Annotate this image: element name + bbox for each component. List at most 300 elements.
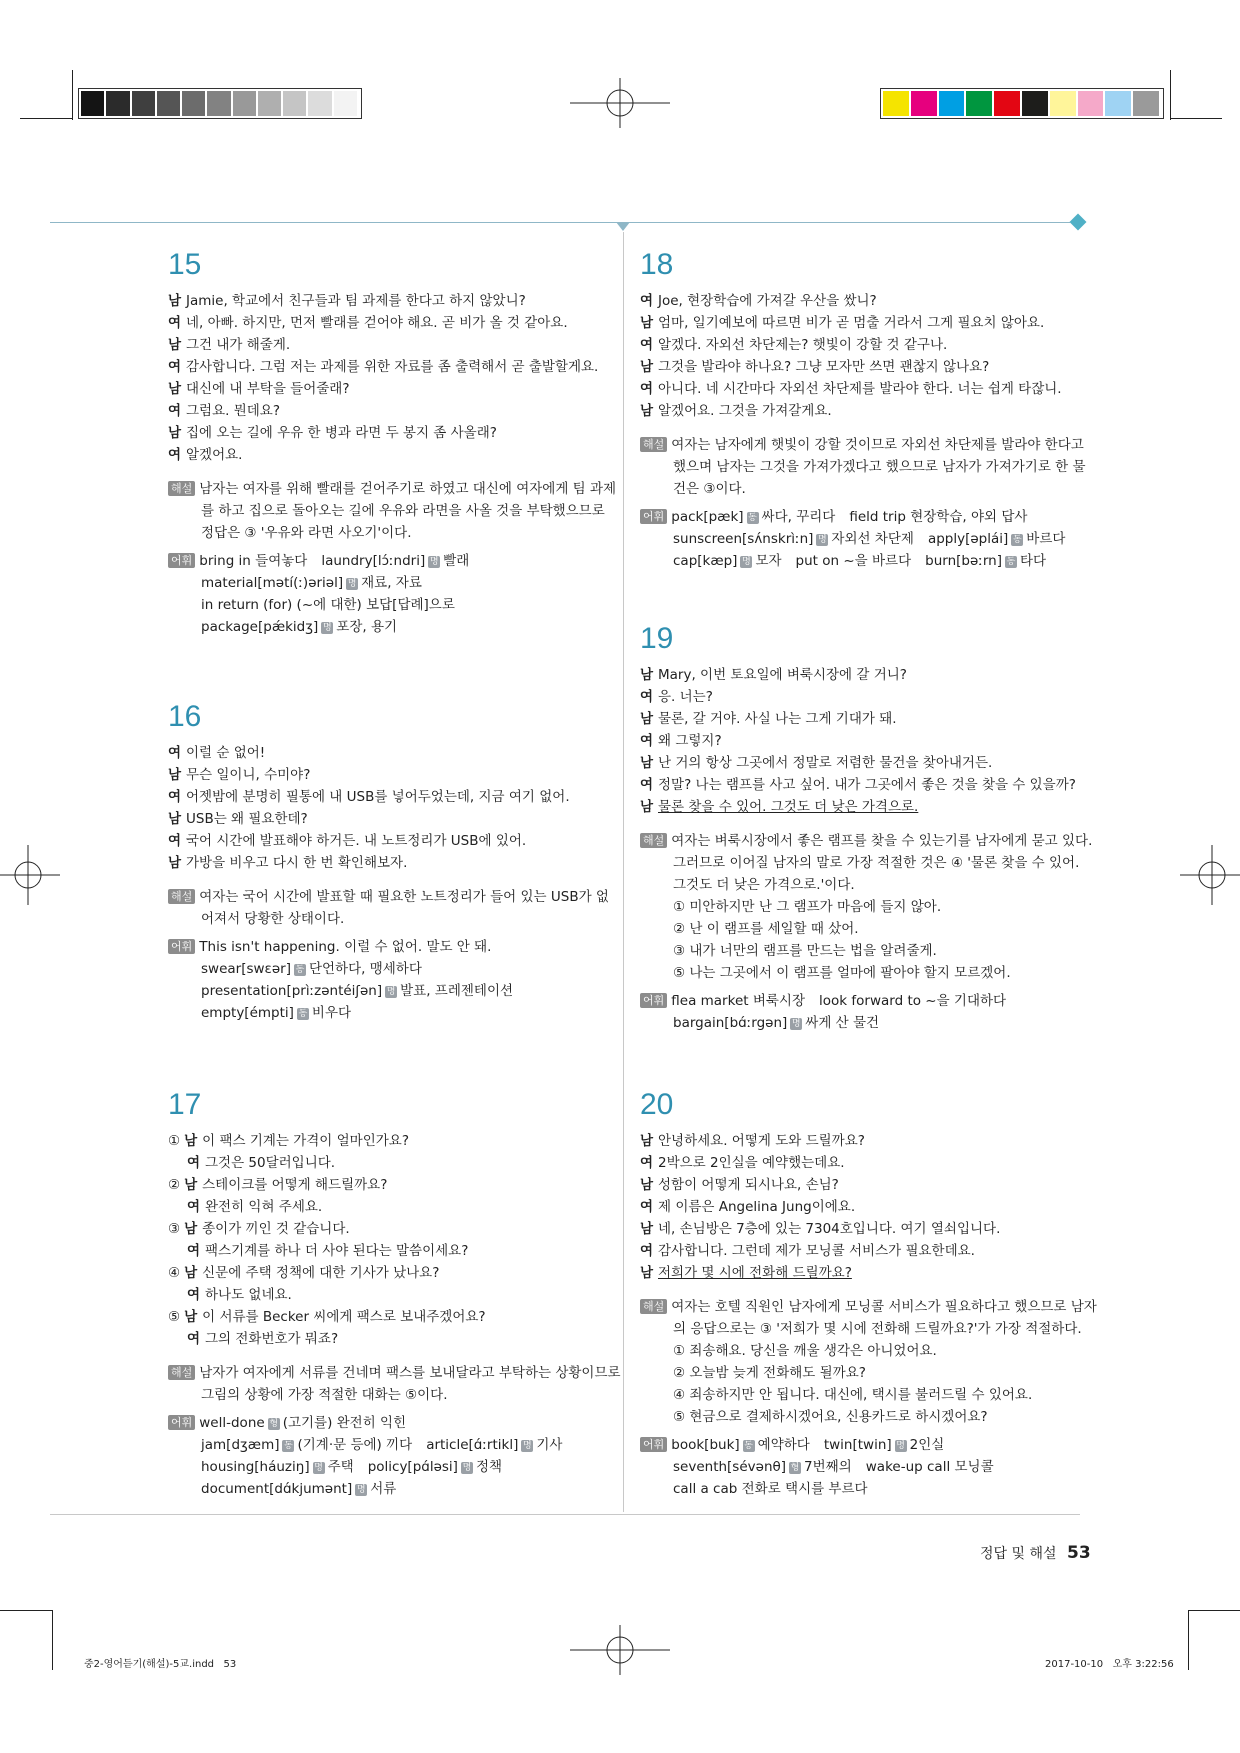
vocabulary [640,990,1090,1034]
dialog-line [640,796,1090,818]
dialog-line [640,400,1090,422]
vocab-tag: 어휘 [168,553,195,568]
speaker-label: 남 [184,1221,198,1237]
vocab-meaning: 자외선 차단제 [831,531,914,547]
vocab-meaning: 포장, 용기 [336,619,398,635]
speaker-label: 남 [640,1221,654,1237]
vocab-word: sunscreen[sʌ́nskrìːn] [673,531,814,547]
speaker-label: 여 [640,293,654,309]
dialog-line [168,1240,613,1262]
explanation-line [640,456,1090,478]
part-of-speech-badge: 명 [347,579,357,589]
dialog-text: 난 거의 항상 그곳에서 정말로 저렴한 물건을 찾아내거든. [658,755,993,771]
explanation-text: 했으며 남자는 그것을 가져가겠다고 했으므로 남자가 가져가기로 한 물 [673,459,1086,475]
speaker-label: 여 [168,789,182,805]
dialog-line [168,1130,613,1152]
color-swatch [233,91,256,116]
speaker-label: 남 [640,667,654,683]
dialog-line [168,1196,613,1218]
dialog-line [168,422,613,444]
dialog-line [640,752,1090,774]
vocab-word: swear[swɛər] [201,961,291,977]
speaker-label: 여 [187,1331,201,1347]
speaker-label: 남 [168,381,182,397]
page-number: 53 [1066,1543,1091,1563]
vocab-tag: 어휘 [640,1437,667,1452]
explanation-text: 그림의 상황에 가장 적절한 대화는 ⑤이다. [201,1387,448,1403]
vocab-word: policy[pɑ́ləsi] [367,1459,458,1475]
vocab-word: put on ~을 바르다 [795,553,912,569]
vocab-line [168,594,613,616]
speaker-label: 여 [640,733,654,749]
dialog-text: 이럴 순 없어! [186,745,266,761]
registration-mark [570,78,670,128]
dialog-line [168,786,613,808]
dialog-text: USB는 왜 필요한데? [186,811,308,827]
dialog-text: 2박으로 2인실을 예약했는데요. [658,1155,845,1171]
explanation-text: 의 응답으로는 ③ '저희가 몇 시에 전화해 드릴까요?'가 가장 적절하다. [673,1321,1082,1337]
dialog-text: 네, 손님방은 7층에 있는 7304호입니다. 여기 열쇠입니다. [658,1221,1001,1237]
color-swatch [81,91,104,116]
vocab-meaning: 싸다, 꾸리다 [761,509,836,525]
vocab-line [640,528,1090,550]
dialog-text: 팩스기계를 하나 더 사야 된다는 말씀이세요? [205,1243,469,1259]
explanation-line [168,886,613,908]
triangle-ornament [616,222,630,232]
dialog-text: 무슨 일이니, 수미야? [186,767,311,783]
dialog-line [640,1218,1090,1240]
choice-number: ④ [168,1265,181,1281]
part-of-speech-badge: 명 [742,557,751,567]
vocab-line [168,572,613,594]
vocab-word: book[buk] [671,1437,740,1453]
choice-line [640,1406,1090,1428]
vocab-line [168,958,613,980]
dialog-text: 물론, 갈 거야. 사실 나는 그게 기대가 돼. [658,711,897,727]
vocab-word: wake-up call 모닝콜 [865,1459,994,1475]
explanation-text: 여자는 국어 시간에 발표할 때 필요한 노트정리가 들어 있는 USB가 없 [199,889,609,905]
dialog-line [168,400,613,422]
crop-mark [1188,1610,1240,1611]
dialog-text: 어젯밤에 분명히 필통에 내 USB를 넣어두었는데, 지금 여기 없어. [186,789,570,805]
vocab-word: apply[əplái] [927,531,1009,547]
grayscale-bar [78,88,362,119]
color-swatch [334,91,357,116]
vocab-line [640,1456,1090,1478]
color-swatch [994,91,1020,116]
vocab-meaning: 2인실 [909,1437,945,1453]
speaker-label: 여 [168,833,182,849]
vocab-word: look forward to ~을 기대하다 [819,993,1007,1009]
choice-number: ⑤ [168,1309,181,1325]
explanation-line [640,478,1090,500]
explanation-line [640,852,1090,874]
part-of-speech-badge: 동 [748,513,757,523]
speaker-label: 여 [640,1155,654,1171]
vocabulary [640,1434,1090,1500]
vocab-meaning: 발표, 프레젠테이션 [400,983,514,999]
explanation-tag: 해설 [640,437,667,452]
part-of-speech-badge: 명 [429,557,439,567]
dialog-text: 왜 그렇지? [658,733,722,749]
color-swatch [1050,91,1076,116]
vocab-line [168,1002,613,1024]
choice-text: ④ 죄송하지만 안 됩니다. 대신에, 택시를 불러드릴 수 있어요. [673,1387,1033,1403]
dialog-line [640,730,1090,752]
speaker-label: 여 [640,381,654,397]
color-swatch [1022,91,1048,116]
color-swatch [939,91,965,116]
header-rule [50,222,1070,223]
part-of-speech-badge: 명 [896,1441,905,1451]
dialog-text: 제 이름은 Angelina Jung이에요. [658,1199,856,1215]
choice-text: ③ 내가 너만의 램프를 만드는 법을 알려줄게. [673,943,937,959]
vocab-meaning: 타다 [1019,553,1047,569]
explanation-text: 여자는 벼룩시장에서 좋은 램프를 찾을 수 있는기를 남자에게 묻고 있다. [671,833,1093,849]
speaker-label: 남 [640,1265,654,1281]
vocab-tag: 어휘 [168,1415,195,1430]
dialog-line [640,1196,1090,1218]
speaker-label: 여 [168,315,182,331]
vocab-word: bring in 들여놓다 [199,553,308,569]
question-number: 15 [168,248,202,281]
vocab-word: burn[bəːrn] [925,553,1002,569]
crop-mark [1170,118,1222,119]
dialog-text: 감사합니다. 그럼 저는 과제를 위한 자료를 좀 출력해서 곧 출발할게요. [186,359,599,375]
dialog-line [640,334,1090,356]
dialog-line [640,1240,1090,1262]
vocab-word: article[ɑ́ːrtikl] [426,1437,519,1453]
speaker-label: 남 [184,1265,198,1281]
dialog-text: 그럼요. 뭔데요? [186,403,280,419]
q19-section [640,664,1093,1034]
dialog-text: 알겠어요. [186,447,243,463]
dialog-line [168,1152,613,1174]
explanation-line [640,874,1090,896]
choice-text: ① 미안하지만 난 그 램프가 마음에 들지 않아. [673,899,942,915]
dialog-line [640,1130,1090,1152]
vocab-word: package[pǽkidʒ] [201,619,319,635]
vocab-word: document[dɑ́kjumənt] [201,1481,353,1497]
dialog-text: 하나도 없네요. [205,1287,292,1303]
choice-line [640,896,1090,918]
vocab-word: in return (for) (~에 대한) 보답[답례]으로 [201,597,455,613]
vocab-word: call a cab 전화로 택시를 부르다 [673,1481,868,1497]
dialog-line [640,1174,1090,1196]
choice-text: ⑤ 나는 그곳에서 이 램프를 얼마에 팔아야 할지 모르겠어. [673,965,1011,981]
dialog-text: 완전히 익혀 주세요. [205,1199,323,1215]
vocabulary [640,506,1090,572]
explanation [168,886,613,930]
part-of-speech-badge: 동 [1012,535,1022,545]
dialog-line [640,664,1090,686]
speaker-label: 여 [168,447,182,463]
vocab-meaning: 빨래 [443,553,470,569]
dialog-text: 네, 아빠. 하지만, 먼저 빨래를 걷어야 해요. 곧 비가 올 것 같아요. [186,315,568,331]
vocab-line [168,1478,613,1500]
vocab-line [168,550,613,572]
vocab-meaning: 단언하다, 맹세하다 [308,961,422,977]
part-of-speech-badge: 동 [744,1441,753,1451]
dialog-text: 아니다. 네 시간마다 자외선 차단제를 발라야 한다. 너는 쉽게 타잖니. [658,381,1062,397]
explanation-text: 여자는 남자에게 햇빛이 강할 것이므로 자외선 차단제를 발라야 한다고 [671,437,1084,453]
q20-section [640,1130,1097,1500]
speaker-label: 남 [168,337,182,353]
speaker-label: 여 [168,359,182,375]
dialog-text: 알겠다. 자외선 차단제는? 햇빛이 강할 것 같구나. [658,337,948,353]
color-swatch [966,91,992,116]
crop-mark [0,1610,52,1611]
part-of-speech-badge: 동 [284,1441,293,1451]
choice-line [640,1340,1090,1362]
color-swatch [1078,91,1104,116]
explanation-line [640,1318,1090,1340]
vocab-word: cap[kæp] [673,553,738,569]
footer-label: 정답 및 해설 [980,1546,1057,1562]
color-swatch [182,91,205,116]
vocab-word: housing[háuziŋ] [201,1459,310,1475]
explanation-line [168,522,613,544]
question-number: 19 [640,622,674,655]
registration-mark [570,1625,670,1675]
dialog-line [640,312,1090,334]
dialog-line [168,742,613,764]
vocab-line [640,1478,1090,1500]
dialog-text: 국어 시간에 발표해야 하거든. 내 노트정리가 USB에 있어. [186,833,527,849]
question-number: 20 [640,1088,674,1121]
vocab-word: presentation[prìːzəntéiʃən] [201,983,383,999]
dialog-text: Jamie, 학교에서 친구들과 팀 과제를 한다고 하지 않았니? [186,293,526,309]
q17-section [168,1130,621,1500]
dialog-text: 정말? 나는 램프를 사고 싶어. 내가 그곳에서 좋은 것을 찾을 수 있을까? [658,777,1076,793]
vocab-meaning: 정책 [475,1459,503,1475]
explanation-tag: 해설 [168,1365,195,1380]
explanation-line [168,1362,621,1384]
vocab-word: jam[dʒæm] [201,1437,280,1453]
explanation [640,830,1093,984]
choice-number: ① [168,1133,181,1149]
vocab-line [640,990,1090,1012]
vocab-word: seventh[sévənθ] [673,1459,787,1475]
dialog-line [640,708,1090,730]
dialog-line [168,1218,613,1240]
speaker-label: 여 [187,1199,201,1215]
speaker-label: 남 [640,1133,654,1149]
question-number: 17 [168,1088,202,1121]
vocab-meaning: 비우다 [311,1005,352,1021]
vocab-word: laundry[lɔ́ːndri] [321,553,426,569]
dialog-text: 그의 전화번호가 뭐죠? [205,1331,339,1347]
vocab-line [640,1012,1090,1034]
choice-number: ② [168,1177,181,1193]
crop-mark [52,1610,53,1670]
vocab-word: twin[twin] [823,1437,892,1453]
dialog-text: 감사합니다. 그런데 제가 모닝콜 서비스가 필요한데요. [658,1243,975,1259]
explanation-text: 정답은 ③ '우유와 라면 사오기'이다. [201,525,412,541]
speaker-label: 남 [184,1133,198,1149]
explanation-line [168,478,617,500]
dialog-line [168,764,613,786]
dialog-line [640,774,1090,796]
speaker-label: 여 [640,337,654,353]
dialog-line [168,1328,613,1350]
vocab-line [168,980,613,1002]
registration-mark [1180,845,1240,905]
speaker-label: 남 [640,1177,654,1193]
part-of-speech-badge: 명 [791,1019,801,1029]
diamond-ornament [1070,214,1087,231]
speaker-label: 남 [168,767,182,783]
speaker-label: 여 [640,1199,654,1215]
explanation-text: 그러므로 이어질 남자의 말로 가장 적절한 것은 ④ '물론 찾을 수 있어. [673,855,1080,871]
speaker-label: 남 [640,359,654,375]
color-swatch [106,91,129,116]
column-divider [623,232,624,1512]
explanation [640,434,1090,500]
color-swatch [308,91,331,116]
dialog-text: Joe, 현장학습에 가져갈 우산을 쌌니? [658,293,877,309]
dialog-line [168,852,613,874]
part-of-speech-badge: 명 [314,1463,323,1473]
dialog-line [168,356,613,378]
dialog-text: 그것을 발라야 하나요? 그냥 모자만 쓰면 괜찮지 않나요? [658,359,990,375]
question-number: 16 [168,700,202,733]
speaker-label: 남 [640,755,654,771]
footer-page-label [980,1543,1091,1563]
dialog-line [168,1306,613,1328]
part-of-speech-badge: 명 [322,623,332,633]
part-of-speech-badge: 형 [790,1463,800,1473]
vocab-meaning: 서류 [370,1481,397,1497]
dialog-text: 저희가 몇 시에 전화해 드릴까요? [658,1265,852,1281]
vocab-word: This isn't happening. 이럴 수 없어. 말도 안 돼. [199,939,492,955]
speaker-label: 여 [187,1243,201,1259]
registration-mark [0,845,60,905]
color-swatch [258,91,281,116]
dialog-line [168,808,613,830]
speaker-label: 남 [168,855,182,871]
choice-number: ③ [168,1221,181,1237]
q15-section [168,290,617,638]
speaker-label: 남 [640,315,654,331]
choice-text: ① 죄송해요. 당신을 깨울 생각은 아니었어요. [673,1343,937,1359]
vocab-meaning: (기계·문 등에) 끼다 [297,1437,413,1453]
vocabulary [168,550,613,638]
dialog-text: 물론 찾을 수 있어. 그것도 더 낮은 가격으로. [658,799,919,815]
vocab-line [640,550,1090,572]
color-swatch [157,91,180,116]
choice-line [640,918,1090,940]
vocabulary [168,936,613,1024]
vocab-line [168,616,613,638]
explanation [168,1362,621,1406]
choice-line [640,940,1090,962]
explanation-text: 건은 ③이다. [673,481,746,497]
explanation-tag: 해설 [168,889,195,904]
explanation-line [640,434,1090,456]
explanation [168,478,617,544]
vocab-tag: 어휘 [168,939,195,954]
explanation-line [168,500,613,522]
dialog-text: 신문에 주택 정책에 대한 기사가 났나요? [202,1265,440,1281]
vocab-tag: 어휘 [640,993,667,1008]
explanation [640,1296,1097,1428]
color-swatch [1133,91,1159,116]
part-of-speech-badge: 동 [298,1009,308,1019]
part-of-speech-badge: 명 [356,1485,366,1495]
dialog-text: 응. 너는? [658,689,713,705]
dialog-line [168,334,613,356]
explanation-line [640,1296,1097,1318]
dialog-line [640,356,1090,378]
color-swatch [883,91,909,116]
dialog-line [168,830,613,852]
dialog-text: 그것은 50달러입니다. [205,1155,336,1171]
crop-mark [1170,70,1171,120]
explanation-text: 남자는 여자를 위해 빨래를 걷어주기로 하였고 대신에 여자에게 팀 과제 [199,481,617,497]
explanation-tag: 해설 [640,833,667,848]
q16-section [168,742,613,1024]
vocab-word: empty[émpti] [201,1005,294,1021]
vocab-meaning: 7번째의 [804,1459,852,1475]
speaker-label: 남 [184,1309,198,1325]
part-of-speech-badge: 명 [386,987,396,997]
dialog-text: 이 서류를 Becker 씨에게 팩스로 보내주겠어요? [202,1309,486,1325]
crop-mark [20,118,72,119]
dialog-line [640,290,1090,312]
dialog-text: 엄마, 일기예보에 따르면 비가 곧 멈출 거라서 그게 필요치 않아요. [658,315,1045,331]
vocab-line [640,1434,1090,1456]
dialog-text: Mary, 이번 토요일에 벼룩시장에 갈 거니? [658,667,907,683]
dialog-line [168,1174,613,1196]
dialog-text: 알겠어요. 그것을 가져갈게요. [658,403,832,419]
dialog-text: 대신에 내 부탁을 들어줄래? [186,381,350,397]
explanation-text: 어져서 당황한 상태이다. [201,911,345,927]
question-number: 18 [640,248,674,281]
speaker-label: 남 [640,711,654,727]
vocab-word: flea market 벼룩시장 [671,993,806,1009]
speaker-label: 남 [640,799,654,815]
bottom-rule [50,1514,1080,1515]
part-of-speech-badge: 형 [269,1419,279,1429]
vocab-line [168,1434,613,1456]
color-swatch [283,91,306,116]
color-swatch [911,91,937,116]
dialog-line [168,1262,613,1284]
explanation-line [168,908,613,930]
explanation-text: 남자가 여자에게 서류를 건네며 팩스를 보내달라고 부탁하는 상황이므로 [199,1365,621,1381]
speaker-label: 남 [168,425,182,441]
vocab-meaning: 재료, 자료 [361,575,422,591]
explanation-tag: 해설 [640,1299,667,1314]
choice-line [640,1384,1090,1406]
vocab-line [640,506,1090,528]
crop-mark [72,70,73,120]
part-of-speech-badge: 동 [295,965,305,975]
dialog-text: 집에 오는 길에 우유 한 병과 라면 두 봉지 좀 사올래? [186,425,497,441]
choice-text: ② 난 이 램프를 세일할 때 샀어. [673,921,859,937]
color-swatch [207,91,230,116]
explanation-tag: 해설 [168,481,195,496]
vocab-word: material[mətí(ː)əriəl] [201,575,344,591]
vocab-word: pack[pæk] [671,509,744,525]
dialog-line [168,378,613,400]
choice-line [640,962,1090,984]
explanation-line [640,830,1093,852]
dialog-text: 스테이크를 어떻게 해드릴까요? [202,1177,388,1193]
explanation-text: 그것도 더 낮은 가격으로.'이다. [673,877,855,893]
dialog-line [640,378,1090,400]
